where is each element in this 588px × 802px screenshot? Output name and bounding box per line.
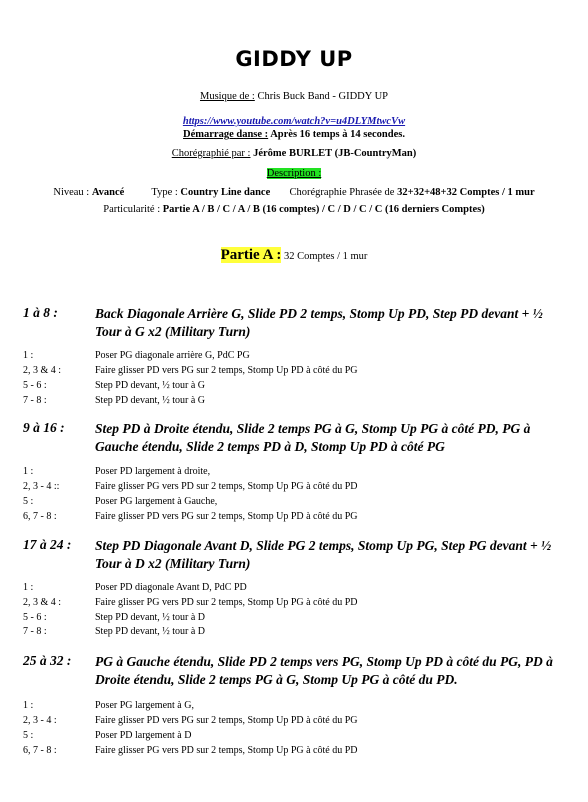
choreographer-label: Chorégraphié par :	[171, 148, 251, 159]
music-line	[0, 91, 588, 102]
partie-label: Partie A :	[220, 247, 282, 263]
step-count: 5 :	[23, 730, 34, 741]
phrase-value: 32+32+48+32 Comptes / 1 mur	[397, 187, 535, 198]
step-count: 1 :	[23, 350, 34, 361]
step-description: Faire glisser PD vers PG sur 2 temps, Stomp Up PD à côté du PG	[95, 511, 358, 522]
section-title: Step PD Diagonale Avant D, Slide PG 2 temps, Stomp Up PG, Step PG devant + ½ Tour à D x2 (Military Turn)	[95, 538, 552, 571]
level-label: Niveau :	[53, 187, 92, 198]
step-description: Poser PD largement à D	[95, 730, 192, 741]
start-line	[0, 129, 588, 140]
description-line	[0, 168, 588, 179]
start-label: Démarrage danse :	[183, 129, 269, 140]
choreographer-line	[0, 148, 588, 159]
particularity-label: Particularité :	[103, 204, 163, 215]
music-value: Chris Buck Band - GIDDY UP	[254, 91, 389, 102]
step-description: Poser PG diagonale arrière G, PdC PG	[95, 350, 250, 361]
start-value: Après 16 temps à 14 secondes.	[268, 129, 405, 140]
step-count: 5 :	[23, 496, 34, 507]
step-description: Faire glisser PG vers PD sur 2 temps, Stomp Up PG à côté du PD	[95, 597, 358, 608]
description-label: Description :	[266, 168, 322, 179]
step-count: 2, 3 - 4 ::	[23, 481, 60, 492]
step-count: 6, 7 - 8 :	[23, 511, 57, 522]
step-count: 1 :	[23, 582, 34, 593]
youtube-link[interactable]: https://www.youtube.com/watch?v=u4DLYMtwcVw	[182, 116, 406, 127]
step-description: Step PD devant, ½ tour à D	[95, 612, 205, 623]
step-description: Faire glisser PD vers PG sur 2 temps, Stomp Up PD à côté du PG	[95, 365, 358, 376]
step-count: 7 - 8 :	[23, 395, 47, 406]
section-title: Step PD à Droite étendu, Slide 2 temps PG à G, Stomp Up PG à côté PD, PG à Gauche étendu, Slide 2 temps PD à D, Stomp Up PD à côté PG	[95, 421, 531, 454]
info-line	[0, 187, 588, 198]
music-label: Musique de :	[199, 91, 255, 102]
step-count: 5 - 6 :	[23, 380, 47, 391]
choreographer-value: Jérôme BURLET (JB-CountryMan)	[250, 148, 417, 159]
step-description: Poser PD diagonale Avant D, PdC PD	[95, 582, 247, 593]
section-title: PG à Gauche étendu, Slide PD 2 temps vers PG, Stomp Up PD à côté du PG, PD à Droite étendu, Slide 2 temps PG à G, Stomp Up PG à côté du PD.	[95, 654, 553, 687]
type-value: Country Line dance	[180, 187, 271, 198]
particularity-value: Partie A / B / C / A / B (16 comptes) / C / D / C / C (16 derniers Comptes)	[162, 204, 485, 215]
step-count: 2, 3 & 4 :	[23, 597, 62, 608]
type-label: Type :	[151, 187, 181, 198]
step-description: Poser PG largement à Gauche,	[95, 496, 218, 507]
step-count: 2, 3 - 4 :	[23, 715, 57, 726]
phrase-label: Chorégraphie Phrasée de	[289, 187, 398, 198]
step-count: 7 - 8 :	[23, 626, 47, 637]
partie-value: 32 Comptes / 1 mur	[281, 251, 368, 262]
step-description: Step PD devant, ½ tour à G	[95, 395, 205, 406]
section-count: 17 à 24 :	[23, 537, 72, 552]
step-count: 1 :	[23, 700, 34, 711]
level-value: Avancé	[91, 187, 125, 198]
step-count: 1 :	[23, 466, 34, 477]
step-description: Step PD devant, ½ tour à G	[95, 380, 205, 391]
youtube-link-line	[0, 111, 588, 129]
step-count: 5 - 6 :	[23, 612, 47, 623]
section-count: 9 à 16 :	[23, 420, 65, 435]
step-count: 2, 3 & 4 :	[23, 365, 62, 376]
step-description: Step PD devant, ½ tour à D	[95, 626, 205, 637]
step-description: Poser PG largement à G,	[95, 700, 194, 711]
section-title: Back Diagonale Arrière G, Slide PD 2 temps, Stomp Up PD, Step PD devant + ½ Tour à G x2 (Military Turn)	[95, 306, 543, 339]
section-count: 1 à 8 :	[23, 305, 58, 320]
step-count: 6, 7 - 8 :	[23, 745, 57, 756]
section-count: 25 à 32 :	[23, 653, 72, 668]
step-description: Faire glisser PG vers PD sur 2 temps, Stomp Up PG à côté du PD	[95, 481, 358, 492]
step-description: Faire glisser PD vers PG sur 2 temps, Stomp Up PD à côté du PG	[95, 715, 358, 726]
step-description: Faire glisser PG vers PD sur 2 temps, Stomp Up PG à côté du PD	[95, 745, 358, 756]
particularity-line	[0, 204, 588, 215]
document-title: GIDDY UP	[235, 47, 353, 71]
step-description: Poser PD largement à droite,	[95, 466, 211, 477]
partie-heading	[0, 247, 588, 264]
